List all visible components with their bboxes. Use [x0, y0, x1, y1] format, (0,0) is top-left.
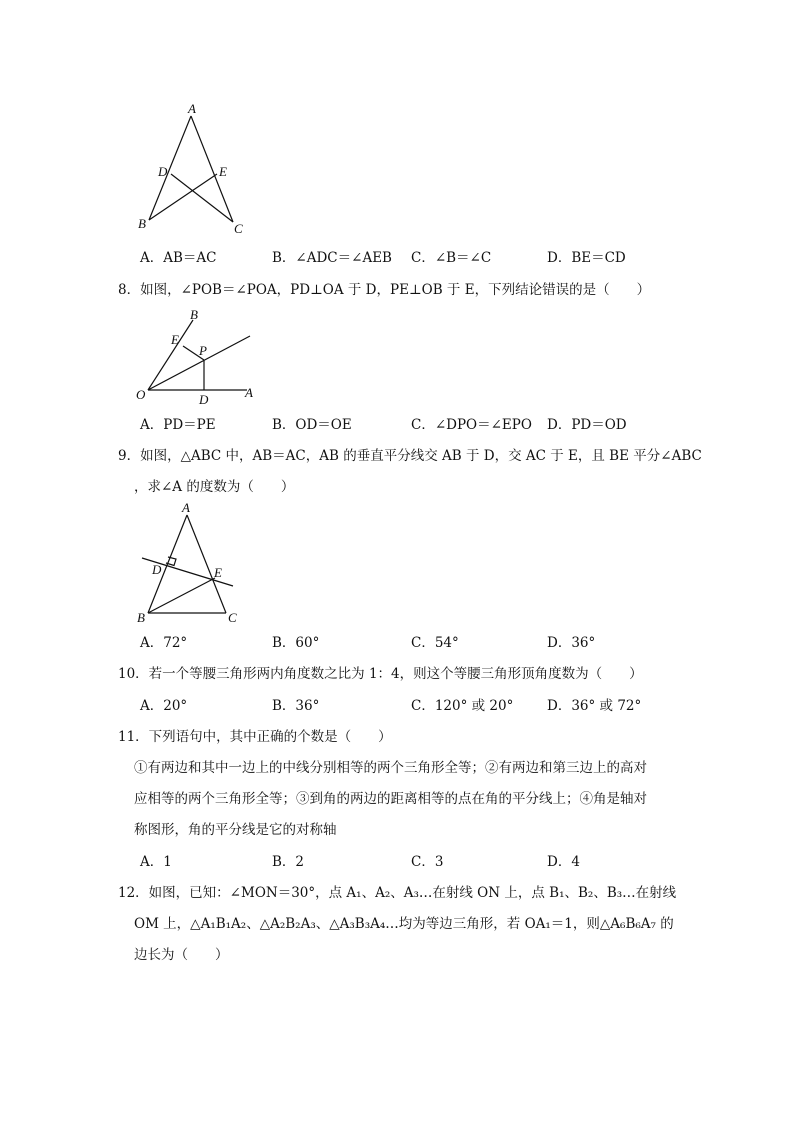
q9-option-a[interactable]: A．72°: [140, 635, 188, 651]
label-d: D: [199, 392, 209, 407]
label-d: D: [158, 164, 168, 179]
label-c: C: [234, 221, 243, 236]
q11-stem: 11．下列语句中，其中正确的个数是（ ）: [118, 729, 392, 745]
segment-be: [149, 174, 217, 220]
q8-option-d[interactable]: D．PD＝OD: [547, 417, 627, 433]
side-ac: [187, 515, 226, 613]
q9-option-d[interactable]: D．36°: [547, 635, 596, 651]
q10-option-d[interactable]: D．36° 或 72°: [547, 698, 642, 714]
q8-option-b[interactable]: B．OD＝OE: [272, 417, 352, 433]
label-e: E: [171, 332, 179, 347]
segment-be: [148, 578, 215, 613]
q10-stem: 10．若一个等腰三角形两内角度数之比为 1：4，则这个等腰三角形顶角度数为（ ）: [118, 666, 643, 682]
q7-option-c[interactable]: C．∠B＝∠C: [411, 250, 492, 266]
ray-ob: [148, 320, 193, 390]
label-b: B: [137, 610, 145, 625]
q10-option-a[interactable]: A．20°: [140, 698, 188, 714]
q8-option-c[interactable]: C．∠DPO＝∠EPO: [411, 417, 532, 433]
label-e: E: [214, 565, 222, 580]
label-b: B: [138, 216, 146, 231]
q9-stem-line1: 9．如图，△ABC 中，AB＝AC，AB 的垂直平分线交 AB 于 D，交 AC 于 E，且 BE 平分∠ABC: [118, 448, 702, 464]
label-d: D: [152, 562, 162, 577]
q9-figure: [135, 500, 245, 625]
q11-body-line2: 应相等的两个三角形全等；③到角的两边的距离相等的点在角的平分线上；④角是轴对: [134, 791, 647, 807]
q7-option-a[interactable]: A．AB＝AC: [140, 250, 217, 266]
q11-body-line3: 称图形，角的平分线是它的对称轴: [134, 822, 337, 838]
label-p: P: [199, 343, 207, 358]
q11-option-c[interactable]: C．3: [411, 854, 444, 870]
label-a: A: [182, 500, 190, 515]
label-a: A: [188, 101, 196, 116]
q11-option-a[interactable]: A．1: [140, 854, 172, 870]
q11-option-d[interactable]: D．4: [547, 854, 580, 870]
label-b: B: [190, 307, 198, 322]
q12-stem-line3: 边长为（ ）: [134, 947, 229, 963]
label-e: E: [219, 164, 227, 179]
q9-stem-line2: ，求∠A 的度数为（ ）: [134, 479, 295, 495]
q7-option-b[interactable]: B．∠ADC＝∠AEB: [272, 250, 392, 266]
q11-option-b[interactable]: B．2: [272, 854, 305, 870]
label-c: C: [228, 610, 237, 625]
q12-stem-line1: 12．如图，已知：∠MON＝30°，点 A₁、A₂、A₃…在射线 ON 上，点 B₁、B₂、B₃…在射线: [118, 885, 677, 901]
q7-option-d[interactable]: D．BE＝CD: [547, 250, 626, 266]
q9-option-c[interactable]: C．54°: [411, 635, 459, 651]
label-a: A: [245, 385, 253, 400]
q8-option-a[interactable]: A．PD＝PE: [140, 417, 216, 433]
q8-stem: 8．如图，∠POB＝∠POA，PD⊥OA 于 D，PE⊥OB 于 E，下列结论错误的是（ ）: [118, 282, 651, 298]
q11-body-line1: ①有两边和其中一边上的中线分别相等的两个三角形全等；②有两边和第三边上的高对: [134, 760, 647, 776]
q7-figure: [135, 100, 265, 236]
label-o: O: [136, 387, 146, 402]
q9-option-b[interactable]: B．60°: [272, 635, 320, 651]
q10-option-c[interactable]: C．120° 或 20°: [411, 698, 514, 714]
q10-option-b[interactable]: B．36°: [272, 698, 320, 714]
side-ab: [149, 116, 191, 220]
q8-figure: [135, 307, 265, 407]
q12-stem-line2: OM 上，△A₁B₁A₂、△A₂B₂A₃、△A₃B₃A₄…均为等边三角形，若 OA₁＝1，则△A₆B₆A₇ 的: [134, 916, 674, 932]
